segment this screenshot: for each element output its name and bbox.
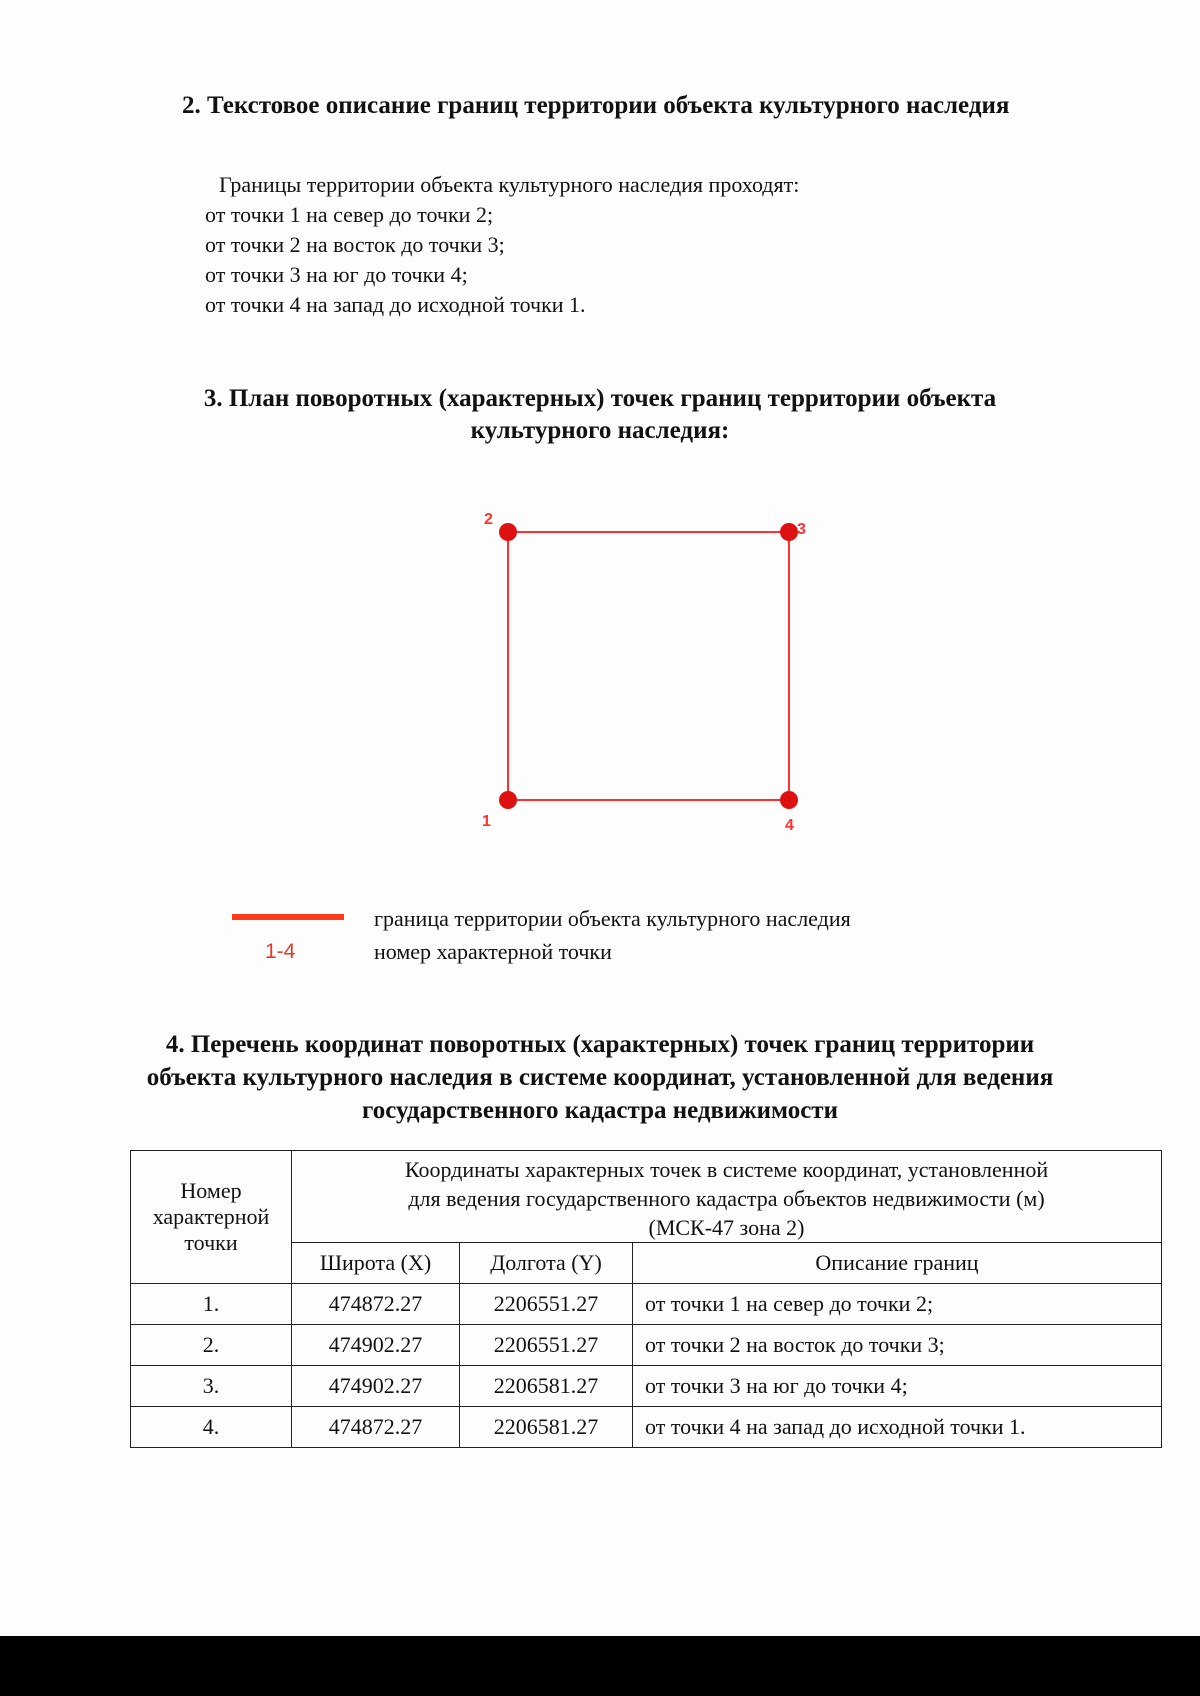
boundary-point-label-2: 2 <box>484 511 493 528</box>
cell-longitude: 2206551.27 <box>460 1284 633 1325</box>
table-row <box>131 1407 1162 1448</box>
boundary-line <box>508 532 789 800</box>
boundary-point-label-4: 4 <box>785 817 794 834</box>
cell-point-number: 3. <box>131 1366 292 1407</box>
header-point-number-line: Номер <box>180 1178 242 1203</box>
legend-boundary-text: граница территории объекта культурного наследия <box>374 906 851 931</box>
cell-description: от точки 1 на север до точки 2; <box>633 1284 1162 1325</box>
section-2-heading: 2. Текстовое описание границ территории объекта культурного наследия <box>182 92 1010 119</box>
boundary-point-label-1: 1 <box>482 813 491 830</box>
header-coordinates-group <box>292 1151 1162 1243</box>
description-line: от точки 4 на запад до исходной точки 1. <box>205 292 586 317</box>
boundary-point-4 <box>780 791 798 809</box>
section-3-heading-line-1: 3. План поворотных (характерных) точек границ территории объекта <box>203 385 997 412</box>
header-coordinates-line: Координаты характерных точек в системе координат, установленной <box>404 1157 1049 1182</box>
header-latitude: Широта (X) <box>292 1243 460 1284</box>
section-4-heading-line-1: 4. Перечень координат поворотных (характерных) точек границ территории <box>165 1031 1035 1058</box>
cell-longitude: 2206551.27 <box>460 1325 633 1366</box>
header-point-number-line: точки <box>184 1230 238 1255</box>
legend-point-code: 1-4 <box>265 940 296 963</box>
header-point-number <box>131 1151 292 1284</box>
legend-point-text: номер характерной точки <box>374 939 612 964</box>
cell-latitude: 474902.27 <box>292 1325 460 1366</box>
cell-latitude: 474872.27 <box>292 1284 460 1325</box>
header-point-number-line: характерной <box>152 1204 270 1229</box>
cell-description: от точки 3 на юг до точки 4; <box>633 1366 1162 1407</box>
header-longitude: Долгота (Y) <box>460 1243 633 1284</box>
table-row <box>131 1284 1162 1325</box>
description-line: от точки 2 на восток до точки 3; <box>205 232 505 257</box>
table-row <box>131 1325 1162 1366</box>
boundary-point-2 <box>499 523 517 541</box>
table-header-row <box>131 1151 1162 1243</box>
description-line: от точки 3 на юг до точки 4; <box>205 262 468 287</box>
cell-point-number: 1. <box>131 1284 292 1325</box>
cell-latitude: 474902.27 <box>292 1366 460 1407</box>
scan-bottom-edge <box>0 1636 1200 1696</box>
cell-latitude: 474872.27 <box>292 1407 460 1448</box>
section-4-heading-line-2: объекта культурного наследия в системе координат, установленной для ведения <box>146 1064 1054 1091</box>
description-line: от точки 1 на север до точки 2; <box>205 202 494 227</box>
header-description: Описание границ <box>633 1243 1162 1284</box>
header-coordinates-line: (МСК-47 зона 2) <box>648 1215 805 1240</box>
cell-longitude: 2206581.27 <box>460 1366 633 1407</box>
section-4-heading-line-3: государственного кадастра недвижимости <box>362 1097 838 1124</box>
coordinates-table <box>130 1150 1162 1448</box>
description-line: Границы территории объекта культурного наследия проходят: <box>219 172 800 197</box>
cell-point-number: 4. <box>131 1407 292 1448</box>
cell-description: от точки 2 на восток до точки 3; <box>633 1325 1162 1366</box>
header-coordinates-line: для ведения государственного кадастра объектов недвижимости (м) <box>408 1186 1045 1211</box>
boundary-point-3 <box>780 523 798 541</box>
cell-description: от точки 4 на запад до исходной точки 1. <box>633 1407 1162 1448</box>
table-row <box>131 1366 1162 1407</box>
boundary-point-label-3: 3 <box>797 521 806 538</box>
section-3-heading-line-2: культурного наследия: <box>470 417 730 444</box>
cell-longitude: 2206581.27 <box>460 1407 633 1448</box>
boundary-point-1 <box>499 791 517 809</box>
cell-point-number: 2. <box>131 1325 292 1366</box>
legend-boundary-line <box>232 914 344 920</box>
